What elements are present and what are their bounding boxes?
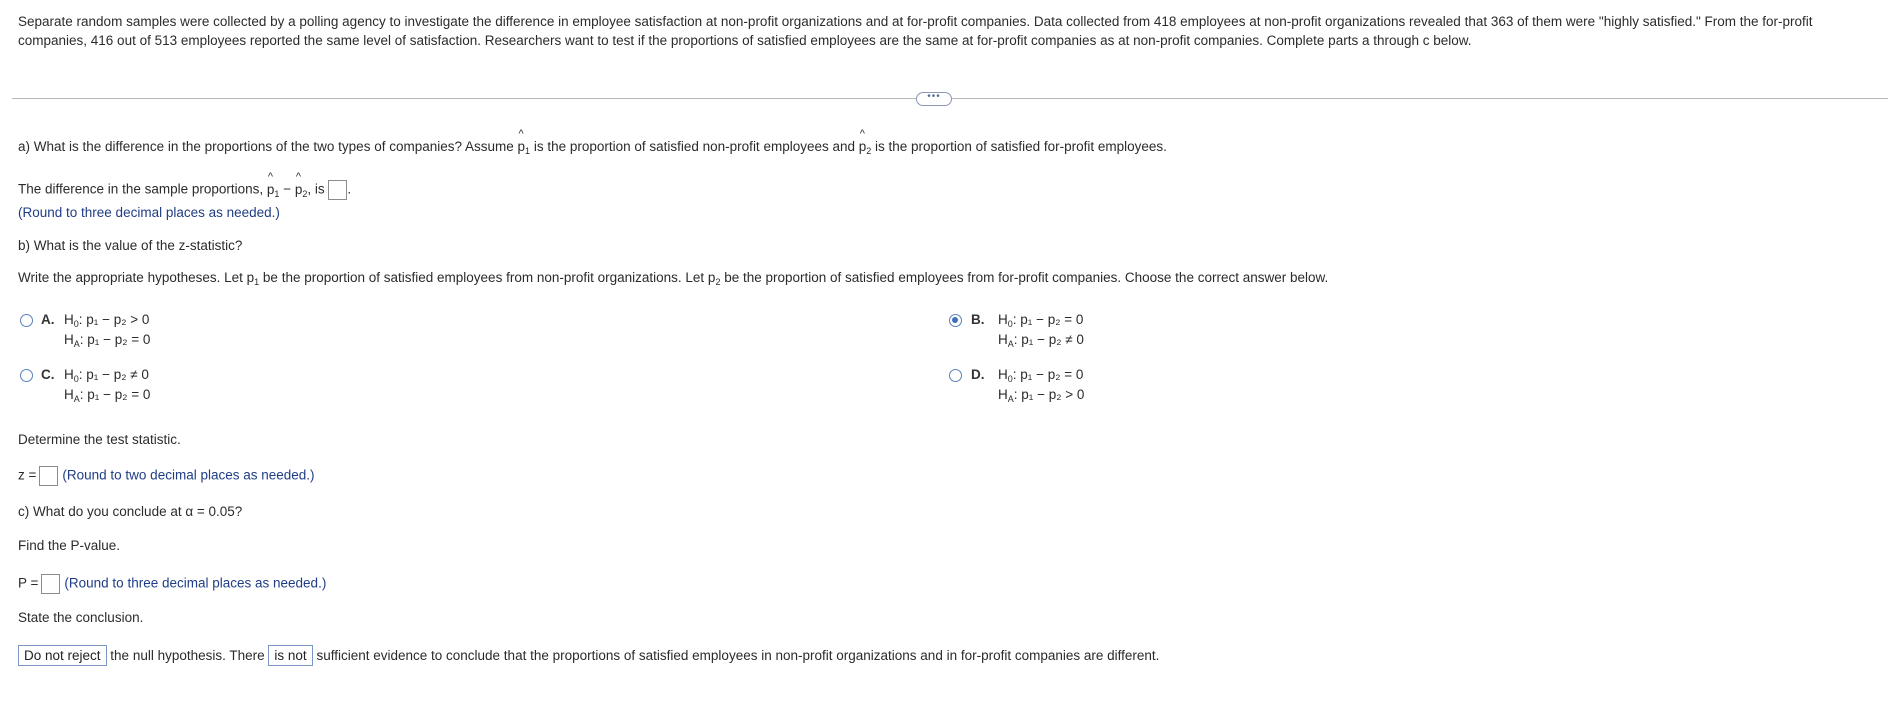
- conclusion-statement: Do not reject the null hypothesis. There is not sufficient evidence to conclude that the proportions of satisfied employees in non-profit organizations and in for-profit companies are different.: [18, 645, 1159, 666]
- option-c-letter[interactable]: C.: [41, 367, 55, 382]
- decision-dropdown[interactable]: Do not reject: [18, 645, 107, 666]
- option-b-hypotheses[interactable]: $H_0$: p₁ − p₂ = 0 $H_A$: p₁ − p₂ ≠ 0: [998, 312, 1084, 349]
- p-hat-2: ^ $p_2$: [859, 139, 872, 154]
- option-c-hypotheses[interactable]: $H_0$: p₁ − p₂ ≠ 0 $H_A$: p₁ − p₂ = 0: [64, 367, 151, 404]
- part-a-question: a) What is the difference in the proportions of the two types of companies? Assume ^ $p_1$ is the proportion of satisfied non-profit employees and ^ $p_2$ is the proportion of satisfied for-profit employees.: [18, 139, 1167, 154]
- problem-statement: Separate random samples were collected by a polling agency to investigate the difference in employee satisfaction at non-profit organizations and at for-profit companies. Data collected from 418 employees at non-profit organizations revealed that 363 of them were "highly satisfied." From the for-profit companies, 416 out of 513 employees reported the same level of satisfaction. Researchers want to test if the proportions of satisfied employees are the same at for-profit companies as at non-profit companies. Complete parts a through c below.: [18, 14, 1813, 48]
- option-b-radio[interactable]: [949, 314, 962, 327]
- option-d-radio[interactable]: [949, 369, 962, 382]
- part-a-hint: (Round to three decimal places as needed.): [18, 205, 280, 220]
- option-d-hypotheses[interactable]: $H_0$: p₁ − p₂ = 0 $H_A$: p₁ − p₂ > 0: [998, 367, 1085, 404]
- hypotheses-instructions: Write the appropriate hypotheses. Let $p_1$ be the proportion of satisfied employees from non-profit organizations. Let $p_2$ be the proportion of satisfied employees from for-profit companies. Choose the correct answer below.: [18, 270, 1329, 287]
- difference-answer-input[interactable]: [328, 180, 347, 200]
- z-answer-line: z = (Round to two decimal places as needed.): [18, 466, 315, 486]
- pvalue-prompt: Find the P-value.: [18, 538, 121, 553]
- pvalue-answer-line: P = (Round to three decimal places as needed.): [18, 574, 326, 594]
- part-a-answer-line: The difference in the sample proportions, ^ $p_1$ − ^ $p_2$, is .: [18, 180, 351, 200]
- option-a-radio[interactable]: [20, 314, 33, 327]
- pvalue-answer-input[interactable]: [41, 574, 60, 594]
- conclusion-prompt: State the conclusion.: [18, 610, 144, 625]
- part-b-question: b) What is the value of the z-statistic?: [18, 238, 243, 253]
- option-a-hypotheses[interactable]: $H_0$: p₁ − p₂ > 0 $H_A$: p₁ − p₂ = 0: [64, 312, 151, 349]
- option-b-letter[interactable]: B.: [971, 312, 985, 327]
- part-c-question: c) What do you conclude at α = 0.05?: [18, 504, 243, 519]
- option-a-letter[interactable]: A.: [41, 312, 55, 327]
- option-d-letter[interactable]: D.: [971, 367, 985, 382]
- z-answer-input[interactable]: [39, 466, 58, 486]
- test-statistic-prompt: Determine the test statistic.: [18, 432, 181, 447]
- p-hat-1: ^ $p_1$: [518, 139, 531, 154]
- expand-more-button[interactable]: •••: [916, 92, 952, 106]
- evidence-dropdown[interactable]: is not: [268, 645, 312, 666]
- option-c-radio[interactable]: [20, 369, 33, 382]
